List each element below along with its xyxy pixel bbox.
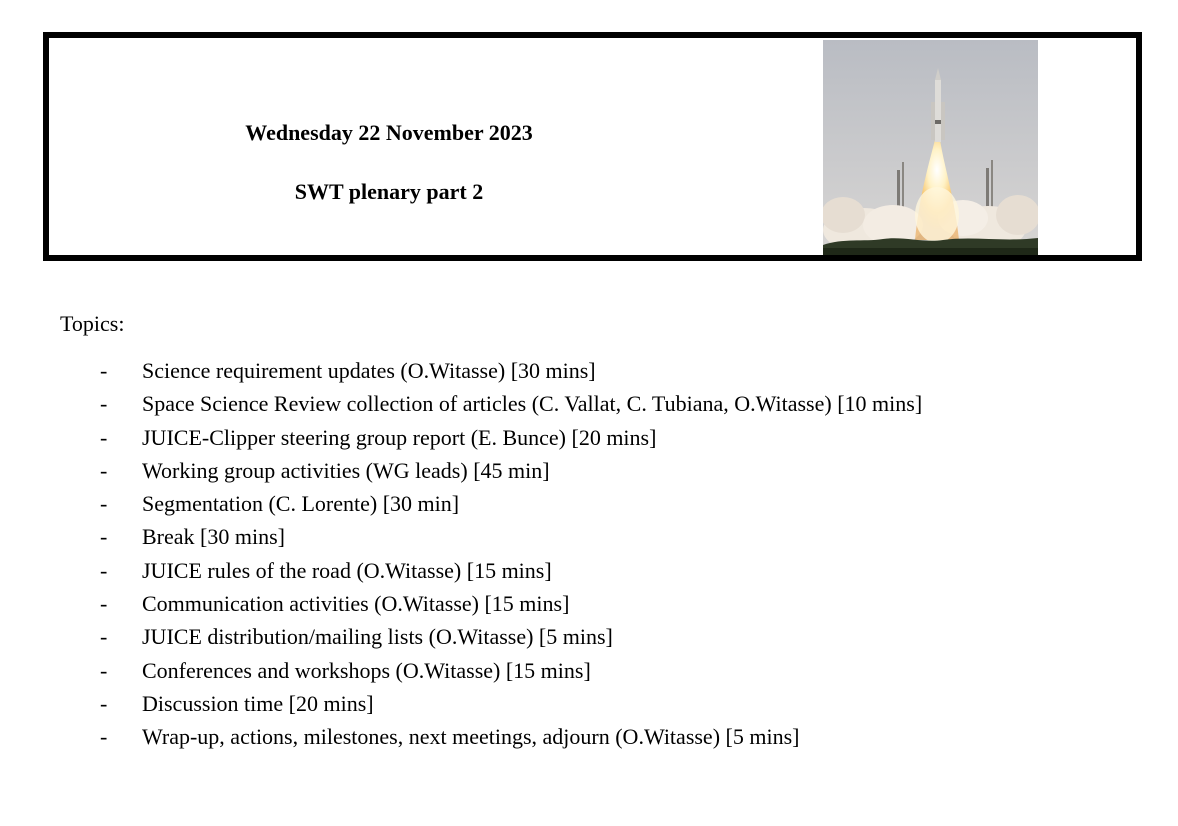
rocket-launch-icon [823,40,1038,255]
bullet-dash: - [100,557,108,583]
topic-text: Discussion time [20 mins] [142,690,374,716]
list-item [0,456,1178,489]
list-item [0,489,1178,522]
list-item [0,423,1178,456]
list-item [0,389,1178,422]
bullet-dash: - [100,657,108,683]
meeting-title: SWT plenary part 2 [294,179,484,204]
topic-text: Segmentation (C. Lorente) [30 min] [142,491,460,517]
list-item [0,356,1178,389]
bullet-dash: - [100,391,108,417]
topic-text: Wrap-up, actions, milestones, next meetings, adjourn (O.Witasse) [5 mins] [142,724,800,750]
topic-text: Working group activities (WG leads) [45 min] [142,457,550,483]
list-item [0,722,1178,755]
header-text-area [49,38,729,255]
bullet-dash: - [100,690,108,716]
list-item [0,589,1178,622]
topic-text: Conferences and workshops (O.Witasse) [15 mins] [142,657,591,683]
topic-text: Space Science Review collection of articles (C. Vallat, C. Tubiana, O.Witasse) [10 mins] [142,391,923,417]
topic-text: JUICE rules of the road (O.Witasse) [15 mins] [142,557,552,583]
bullet-dash: - [100,724,108,750]
topics-list [0,356,1178,756]
list-item [0,656,1178,689]
topic-text: Communication activities (O.Witasse) [15 mins] [142,591,570,617]
bullet-dash: - [100,424,108,450]
topic-text: Science requirement updates (O.Witasse) [30 mins] [142,358,596,383]
bullet-dash: - [100,624,108,650]
bullet-dash: - [100,524,108,550]
topic-text: Break [30 mins] [142,524,285,550]
list-item [0,522,1178,555]
topic-text: JUICE distribution/mailing lists (O.Witasse) [5 mins] [142,624,613,650]
bullet-dash: - [100,591,108,617]
header-box [43,32,1142,261]
bullet-dash: - [100,358,108,383]
list-item [0,689,1178,722]
topics-heading: Topics: [60,311,125,336]
meeting-date: Wednesday 22 November 2023 [245,120,533,145]
list-item [0,622,1178,655]
topic-text: JUICE-Clipper steering group report (E. Bunce) [20 mins] [142,424,657,450]
rocket-launch-image [823,40,1038,255]
bullet-dash: - [100,457,108,483]
bullet-dash: - [100,491,108,517]
list-item [0,556,1178,589]
